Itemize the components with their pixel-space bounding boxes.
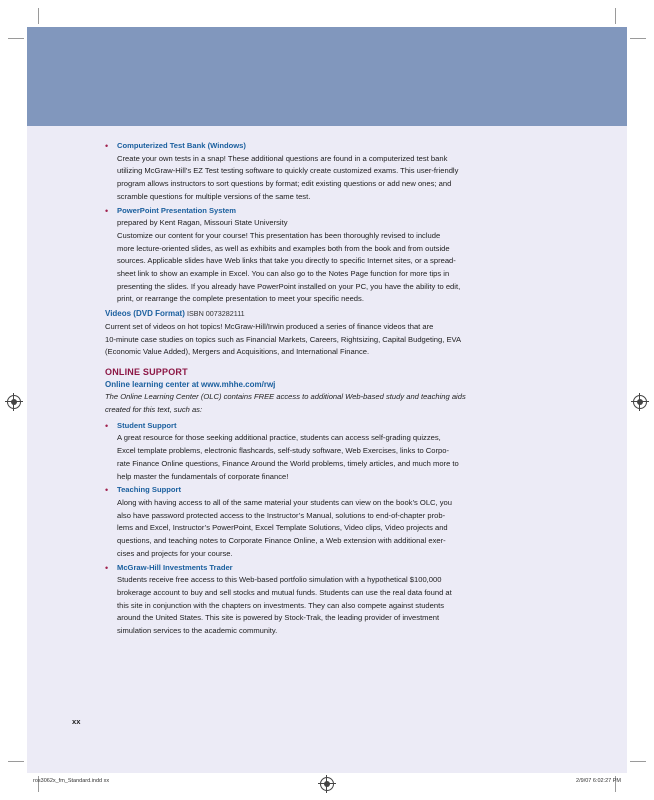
item-body [117, 574, 515, 638]
body-line: Current set of videos on hot topics! McGraw-Hill/Irwin produced a series of finance videos that are [105, 321, 434, 331]
body-line: prepared by Kent Ragan, Missouri State University [117, 218, 288, 228]
header-band [27, 27, 627, 126]
body-line: A great resource for those seeking additional practice, students can access self-grading quizzes, [117, 433, 441, 443]
videos-section [105, 308, 515, 359]
body-line: help master the fundamentals of corporate finance! [117, 471, 289, 481]
body-line: questions, and teaching notes to Corporate Finance Online, a Web extension with additional exer- [117, 536, 446, 546]
item-title: Teaching Support [117, 485, 181, 495]
videos-body [105, 321, 515, 359]
registration-mark-icon [320, 777, 334, 791]
olc-features-list [105, 420, 515, 638]
crop-mark [8, 38, 24, 39]
item-title: Student Support [117, 420, 177, 430]
crop-mark [630, 761, 646, 762]
item-body [117, 217, 515, 306]
body-line: Students receive free access to this Web-based portfolio simulation with a hypothetical $100,000 [117, 575, 442, 585]
body-line: scramble questions for multiple versions of the same test. [117, 191, 311, 201]
list-item [105, 140, 515, 204]
item-body [117, 153, 515, 204]
item-body [117, 432, 515, 483]
body-line: Create your own tests in a snap! These additional questions are found in a computerized test bank [117, 153, 448, 163]
item-body [117, 497, 515, 561]
online-support-heading: ONLINE SUPPORT [105, 366, 188, 377]
body-line: program allows instructors to sort questions by format; edit existing questions or add new ones; and [117, 179, 452, 189]
body-line: this site in conjunction with the chapters on investments. They can also compete against students [117, 600, 444, 610]
date-slug: 2/9/07 6:02:27 PM [576, 778, 621, 784]
page-content [105, 140, 515, 639]
body-line: sources. Applicable slides have Web links that take you directly to specific Internet sites, or a spread- [117, 256, 456, 266]
crop-mark [630, 38, 646, 39]
list-item [105, 420, 515, 484]
body-line: print, or rearrange the complete presentation to meet your specific needs. [117, 294, 364, 304]
body-line: Customize our content for your course! This presentation has been thoroughly revised to include [117, 230, 441, 240]
item-title: Computerized Test Bank (Windows) [117, 141, 246, 150]
bullet-icon: • [105, 141, 109, 151]
body-line: sheet link to show an example in Excel. You can also go to the Notes Page function for more tips in [117, 269, 450, 279]
body-line: brokerage account to buy and sell stocks and mutual funds. Students can use the real data found at [117, 587, 452, 597]
list-item [105, 205, 515, 307]
file-slug: ros3062x_fm_Standard.indd xx [33, 778, 110, 784]
body-line: more lecture-oriented slides, as well as exhibits and examples both from the book and from outside [117, 243, 450, 253]
body-line: also have password protected access to the Instructor’s Manual, solutions to end-of-chapter prob- [117, 510, 446, 520]
item-title: McGraw-Hill Investments Trader [117, 562, 233, 572]
page-number: xx [72, 717, 81, 726]
body-line: The Online Learning Center (OLC) contains FREE access to additional Web-based study and teaching aids [105, 392, 466, 402]
body-line: Excel template problems, electronic flashcards, self-study software, Web Exercises, links to Corpo- [117, 446, 450, 456]
olc-intro [105, 391, 515, 416]
body-line: created for this text, such as: [105, 405, 203, 415]
body-line: (Economic Value Added), Mergers and Acquisitions, and International Finance. [105, 347, 370, 357]
bullet-icon: • [105, 205, 109, 216]
body-line: cises and projects for your course. [117, 548, 233, 558]
body-line: presenting the slides. If you already have PowerPoint installed on your PC, you have the ability to edit, [117, 281, 461, 291]
body-line: around the United States. This site is powered by Stock-Trak, the leading provider of investment [117, 613, 440, 623]
body-line: simulation services to the academic community. [117, 626, 278, 636]
body-line: lems and Excel, Instructor’s PowerPoint, Excel Template Solutions, Video clips, Video projects and [117, 523, 448, 533]
body-line: utilizing McGraw-Hill’s EZ Test testing software to quickly create customized exams. This user-friendly [117, 166, 459, 176]
crop-mark [615, 8, 616, 24]
body-line: rate Finance Online questions, Finance Around the World problems, timely articles, and much more to [117, 458, 459, 468]
body-line: Along with having access to all of the same material your students can view on the book’s OLC, you [117, 497, 453, 507]
crop-mark [8, 761, 24, 762]
bullet-icon: • [105, 485, 109, 496]
registration-mark-icon [7, 395, 21, 409]
bullet-icon: • [105, 562, 109, 573]
videos-title: Videos (DVD Format) [105, 309, 185, 319]
item-title: PowerPoint Presentation System [117, 205, 237, 215]
body-line: 10-minute case studies on topics such as Financial Markets, Careers, Rightsizing, Capital Budgeting, EVA [105, 334, 462, 344]
supplements-list [105, 140, 515, 306]
videos-isbn: ISBN 0073282111 [187, 309, 245, 319]
bullet-icon: • [105, 420, 109, 431]
crop-mark [38, 8, 39, 24]
list-item [105, 484, 515, 560]
olc-heading: Online learning center at www.mhhe.com/rwj [105, 379, 276, 389]
registration-mark-icon [633, 395, 647, 409]
list-item [105, 562, 515, 638]
